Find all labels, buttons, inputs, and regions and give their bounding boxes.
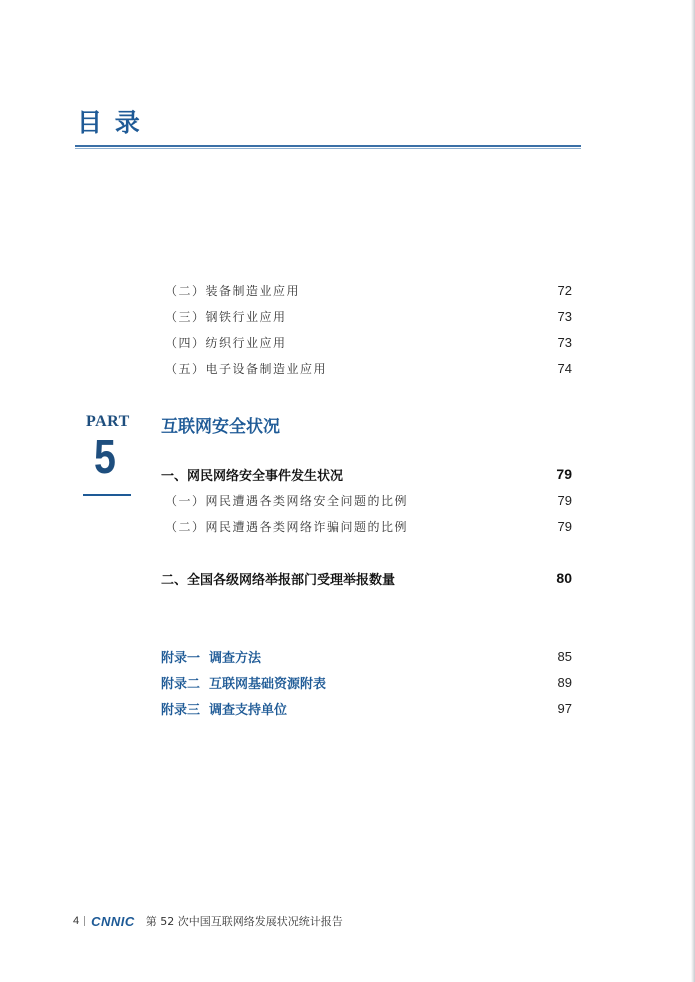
toc-subsection-label: （四）纺织行业应用: [165, 335, 287, 350]
toc-appendix-label: 附录一 调查方法: [161, 650, 262, 666]
toc-appendix-row[interactable]: [161, 672, 572, 692]
footer-page-number: 4: [73, 915, 80, 927]
part-number: 5: [94, 431, 116, 484]
title-rule-thin: [75, 148, 581, 149]
part-title[interactable]: 互联网安全状况: [161, 417, 280, 437]
page-title: 目 录: [77, 108, 142, 137]
toc-subsection-row[interactable]: [165, 332, 572, 352]
toc-section-label: 一、网民网络安全事件发生状况: [161, 467, 344, 483]
toc-page-number: 79: [557, 492, 572, 508]
toc-page-number: 79: [556, 466, 572, 482]
page-edge-shadow: [691, 0, 695, 982]
toc-page-number: 79: [557, 518, 572, 534]
toc-subsection-label: （一）网民遭遇各类网络安全问题的比例: [165, 493, 409, 508]
toc-subsection-row[interactable]: [165, 490, 572, 510]
part-rule: [83, 494, 131, 496]
footer-report-title: 第 52 次中国互联网络发展状况统计报告: [145, 915, 343, 928]
toc-page-number: 74: [557, 360, 572, 376]
toc-page-number: 85: [557, 648, 572, 664]
toc-subsection-row[interactable]: [165, 516, 572, 536]
toc-subsection-label: （二）网民遭遇各类网络诈骗问题的比例: [165, 519, 409, 534]
toc-subsection-row[interactable]: [165, 306, 572, 326]
toc-section-label: 二、全国各级网络举报部门受理举报数量: [161, 571, 396, 587]
toc-page-number: 97: [557, 700, 572, 716]
toc-page-number: 72: [557, 282, 572, 298]
title-rule: [75, 145, 581, 147]
toc-page-number: 73: [557, 334, 572, 350]
footer-separator: [84, 916, 85, 926]
toc-subsection-row[interactable]: [165, 358, 572, 378]
toc-subsection-label: （五）电子设备制造业应用: [165, 361, 328, 376]
toc-subsection-row[interactable]: [165, 280, 572, 300]
toc-subsection-label: （三）钢铁行业应用: [165, 309, 287, 324]
toc-section-row[interactable]: [161, 464, 572, 484]
cnnic-logo: CNNIC: [91, 913, 135, 929]
toc-subsection-label: （二）装备制造业应用: [165, 283, 301, 298]
part-label: PART: [86, 413, 130, 430]
toc-appendix-row[interactable]: [161, 698, 572, 718]
toc-appendix-label: 附录二 互联网基础资源附表: [161, 676, 327, 692]
page-footer: [73, 912, 343, 930]
toc-page-number: 80: [556, 570, 572, 586]
toc-page-number: 73: [557, 308, 572, 324]
toc-section-row[interactable]: [161, 568, 572, 588]
toc-page-number: 89: [557, 674, 572, 690]
toc-appendix-row[interactable]: [161, 646, 572, 666]
toc-appendix-label: 附录三 调查支持单位: [161, 702, 288, 718]
